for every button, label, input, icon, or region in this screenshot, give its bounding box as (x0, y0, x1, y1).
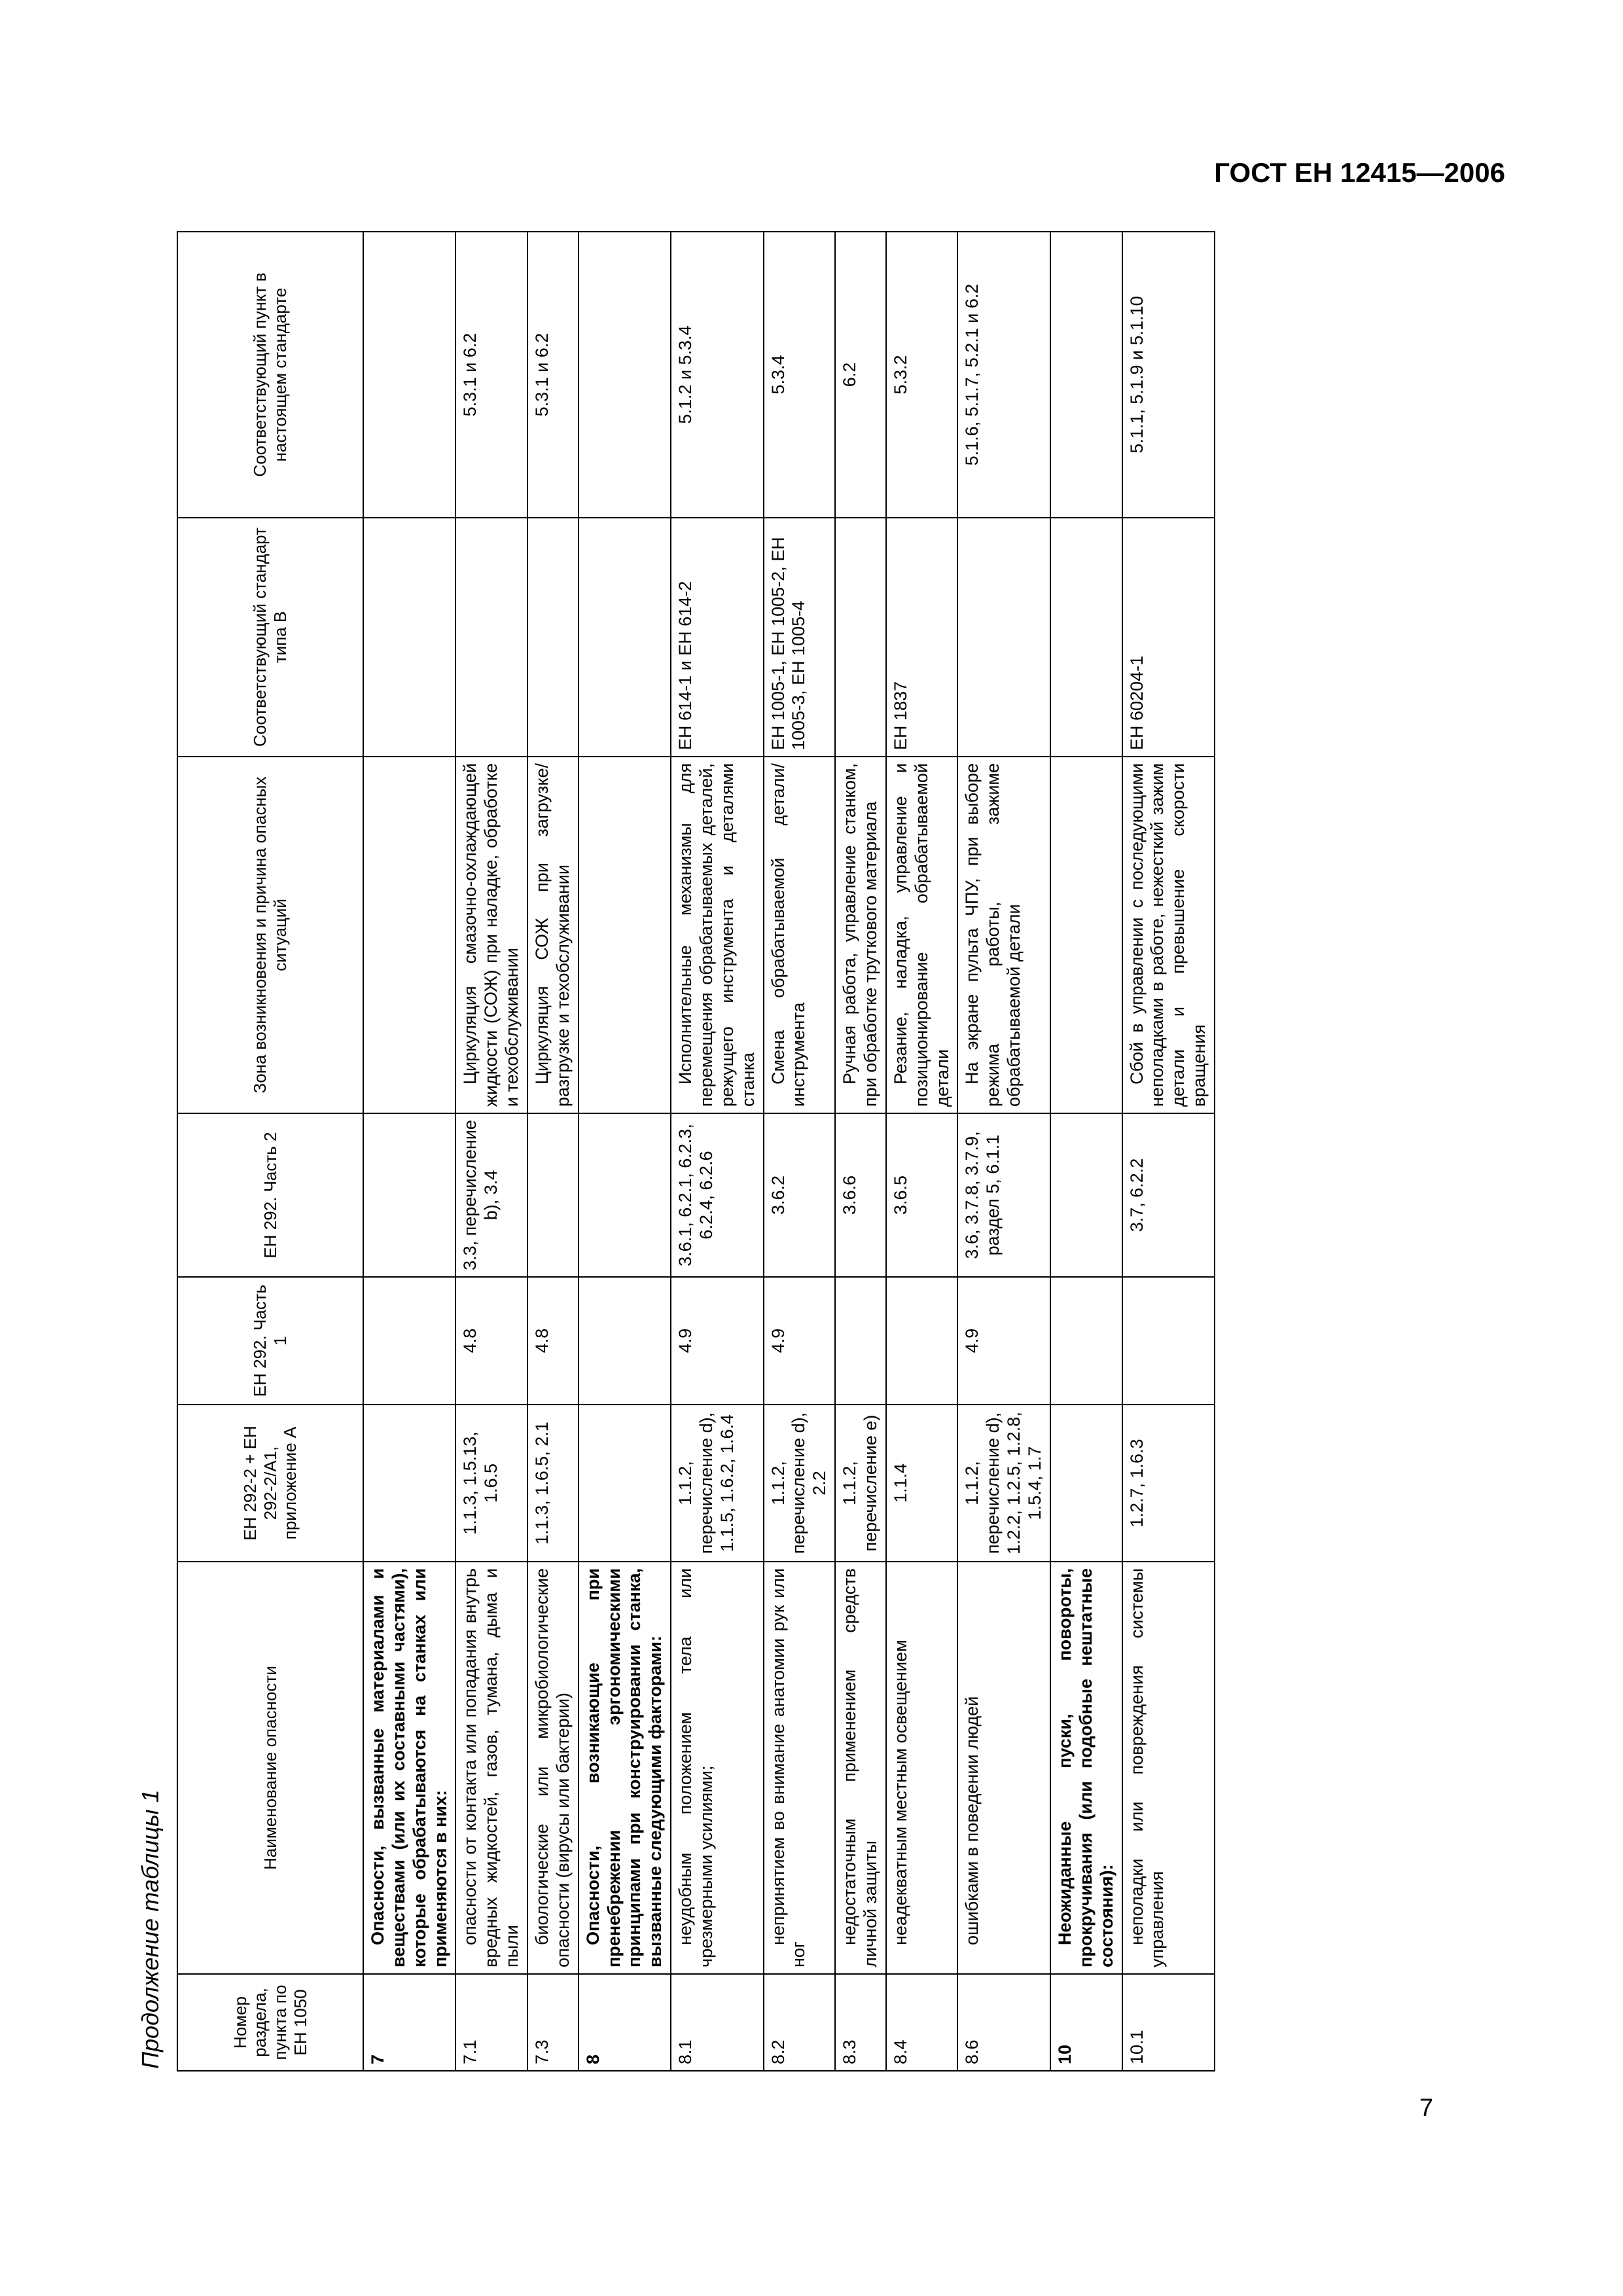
row-annex-a: 1.1.3, 1.5.13, 1.6.5 (455, 1405, 527, 1562)
row-name: Опасности, возникающие при пренебрежении эргономическими принципами при конструировании станка, вызванные следующими факторами: (579, 1562, 671, 1974)
row-num: 8.6 (957, 1974, 1050, 2071)
hazards-table (177, 231, 1215, 2072)
table-row (671, 232, 763, 2071)
row-num: 10.1 (1122, 1974, 1215, 2071)
document-header: ГОСТ ЕН 12415—2006 (1214, 157, 1505, 188)
row-annex-a: 1.1.2, перечисление d), 1.2.2, 1.2.5, 1.2.8, 1.5.4, 1.7 (957, 1405, 1050, 1562)
table-row (886, 232, 958, 2071)
row-annex-a: 1.1.2, перечисление d), 1.1.5, 1.6.2, 1.6.4 (671, 1405, 763, 1562)
table-row (579, 232, 671, 2071)
row-clause: 6.2 (835, 232, 886, 518)
row-type-b: ЕН 1005-1, ЕН 1005-2, ЕН 1005-3, ЕН 1005-4 (764, 518, 836, 757)
row-clause: 5.3.4 (764, 232, 836, 518)
table-row (527, 232, 579, 2071)
row-en292-2: 3.6.6 (835, 1113, 886, 1277)
row-clause: 5.3.1 и 6.2 (527, 232, 579, 518)
row-en292-1 (1050, 1277, 1122, 1405)
row-num: 8.4 (886, 1974, 958, 2071)
row-annex-a: 1.1.3, 1.6.5, 2.1 (527, 1405, 579, 1562)
row-annex-a: 1.1.2, перечисление d), 2.2 (764, 1405, 836, 1562)
row-en292-2: 3.7, 6.2.2 (1122, 1113, 1215, 1277)
row-annex-a (363, 1405, 455, 1562)
row-en292-1 (886, 1277, 958, 1405)
row-name: неудобным положением тела или чрезмерными усилиями; (671, 1562, 763, 1974)
row-annex-a: 1.1.2, перечисление е) (835, 1405, 886, 1562)
row-en292-1: 4.9 (671, 1277, 763, 1405)
row-num: 7.3 (527, 1974, 579, 2071)
row-zone (1050, 757, 1122, 1113)
row-type-b: ЕН 1837 (886, 518, 958, 757)
row-clause: 5.3.2 (886, 232, 958, 518)
row-annex-a: 1.2.7, 1.6.3 (1122, 1405, 1215, 1562)
row-type-b (957, 518, 1050, 757)
header-en292-2: ЕН 292. Часть 2 (177, 1113, 363, 1277)
row-clause: 5.1.2 и 5.3.4 (671, 232, 763, 518)
table-row (835, 232, 886, 2071)
row-zone (363, 757, 455, 1113)
row-en292-1 (1122, 1277, 1215, 1405)
row-clause (579, 232, 671, 518)
row-en292-1 (835, 1277, 886, 1405)
header-en292-1: ЕН 292. Часть 1 (177, 1277, 363, 1405)
row-zone: Сбой в управлении с последующими неполадками в работе, нежесткий зажим детали и превышение скорости вращения (1122, 757, 1215, 1113)
row-en292-1: 4.9 (764, 1277, 836, 1405)
row-en292-2: 3.6.1, 6.2.1, 6.2.3, 6.2.4, 6.2.6 (671, 1113, 763, 1277)
row-clause (1050, 232, 1122, 518)
row-en292-2 (363, 1113, 455, 1277)
row-name: неадекватным местным освещением (886, 1562, 958, 1974)
row-name: опасности от контакта или попадания внутрь вредных жидкостей, газов, тумана, дыма и пыли (455, 1562, 527, 1974)
row-en292-1: 4.9 (957, 1277, 1050, 1405)
row-zone: Циркуляция СОЖ при загрузке/разгрузке и техобслуживании (527, 757, 579, 1113)
row-en292-2: 3.6.5 (886, 1113, 958, 1277)
table-row (764, 232, 836, 2071)
row-en292-2 (527, 1113, 579, 1277)
row-annex-a (1050, 1405, 1122, 1562)
row-en292-2 (579, 1113, 671, 1277)
row-name: Неожиданные пуски, повороты, прокручивания (или подобные нештатные состояния): (1050, 1562, 1122, 1974)
header-clause: Соответствующий пункт в настоящем стандарте (177, 232, 363, 518)
row-en292-2: 3.6.2 (764, 1113, 836, 1277)
row-zone: На экране пульта ЧПУ, при выборе режима работы, зажиме обрабатываемой детали (957, 757, 1050, 1113)
row-zone: Смена обрабатываемой детали/инструмента (764, 757, 836, 1113)
row-name: неполадки или повреждения системы управления (1122, 1562, 1215, 1974)
table-row (455, 232, 527, 2071)
header-type-b: Соответствующий стандарт типа В (177, 518, 363, 757)
row-en292-1 (579, 1277, 671, 1405)
row-clause: 5.1.1, 5.1.9 и 5.1.10 (1122, 232, 1215, 518)
row-annex-a: 1.1.4 (886, 1405, 958, 1562)
row-type-b: ЕН 614-1 и ЕН 614-2 (671, 518, 763, 757)
table-row (363, 232, 455, 2071)
row-en292-2: 3.6, 3.7.8, 3.7.9, раздел 5, 6.1.1 (957, 1113, 1050, 1277)
row-zone: Исполнительные механизмы для перемещения обрабатываемых деталей, режущего инструмента и деталями станка (671, 757, 763, 1113)
row-zone (579, 757, 671, 1113)
row-zone: Циркуляция смазочно-охлаждающей жидкости (СОЖ) при наладке, обработке и техобслуживании (455, 757, 527, 1113)
row-clause: 5.3.1 и 6.2 (455, 232, 527, 518)
row-en292-1 (363, 1277, 455, 1405)
header-num: Номер раздела, пункта по ЕН 1050 (177, 1974, 363, 2071)
row-en292-2 (1050, 1113, 1122, 1277)
page-number: 7 (1419, 2094, 1433, 2122)
row-type-b (1050, 518, 1122, 757)
row-zone: Резание, наладка, управление и позиционирование обрабатываемой детали (886, 757, 958, 1113)
row-en292-2: 3.3, перечисление b), 3.4 (455, 1113, 527, 1277)
row-name: ошибками в поведении людей (957, 1562, 1050, 1974)
table-row (957, 232, 1050, 2071)
row-clause (363, 232, 455, 518)
row-type-b (527, 518, 579, 757)
row-num: 8.1 (671, 1974, 763, 2071)
row-type-b (579, 518, 671, 757)
row-name: Опасности, вызванные материалами и веществами (или их составными частями), которые обрабатываются на станках или применяются в них: (363, 1562, 455, 1974)
table-header-row (177, 232, 363, 2071)
row-num: 10 (1050, 1974, 1122, 2071)
row-type-b (363, 518, 455, 757)
row-type-b (455, 518, 527, 757)
row-num: 7.1 (455, 1974, 527, 2071)
row-en292-1: 4.8 (527, 1277, 579, 1405)
row-num: 8 (579, 1974, 671, 2071)
header-zone: Зона возникновения и причина опасных ситуаций (177, 757, 363, 1113)
row-name: непринятием во внимание анатомии рук или ног (764, 1562, 836, 1974)
row-en292-1: 4.8 (455, 1277, 527, 1405)
row-num: 7 (363, 1974, 455, 2071)
row-zone: Ручная работа, управление станком, при обработке труткового материала (835, 757, 886, 1113)
row-clause: 5.1.6, 5.1.7, 5.2.1 и 6.2 (957, 232, 1050, 518)
rotated-table-frame (124, 232, 1437, 2072)
header-name: Наименование опасности (177, 1562, 363, 1974)
row-type-b: ЕН 60204-1 (1122, 518, 1215, 757)
table-caption: Продолжение таблицы 1 (137, 1789, 164, 2069)
row-name: недостаточным применением средств личной защиты (835, 1562, 886, 1974)
row-annex-a (579, 1405, 671, 1562)
table-row (1050, 232, 1122, 2071)
row-num: 8.3 (835, 1974, 886, 2071)
header-annex-a: ЕН 292-2 + ЕН 292-2/А1, приложение А (177, 1405, 363, 1562)
table-row (1122, 232, 1215, 2071)
row-type-b (835, 518, 886, 757)
row-num: 8.2 (764, 1974, 836, 2071)
row-name: биологические или микробиологические опасности (вирусы или бактерии) (527, 1562, 579, 1974)
